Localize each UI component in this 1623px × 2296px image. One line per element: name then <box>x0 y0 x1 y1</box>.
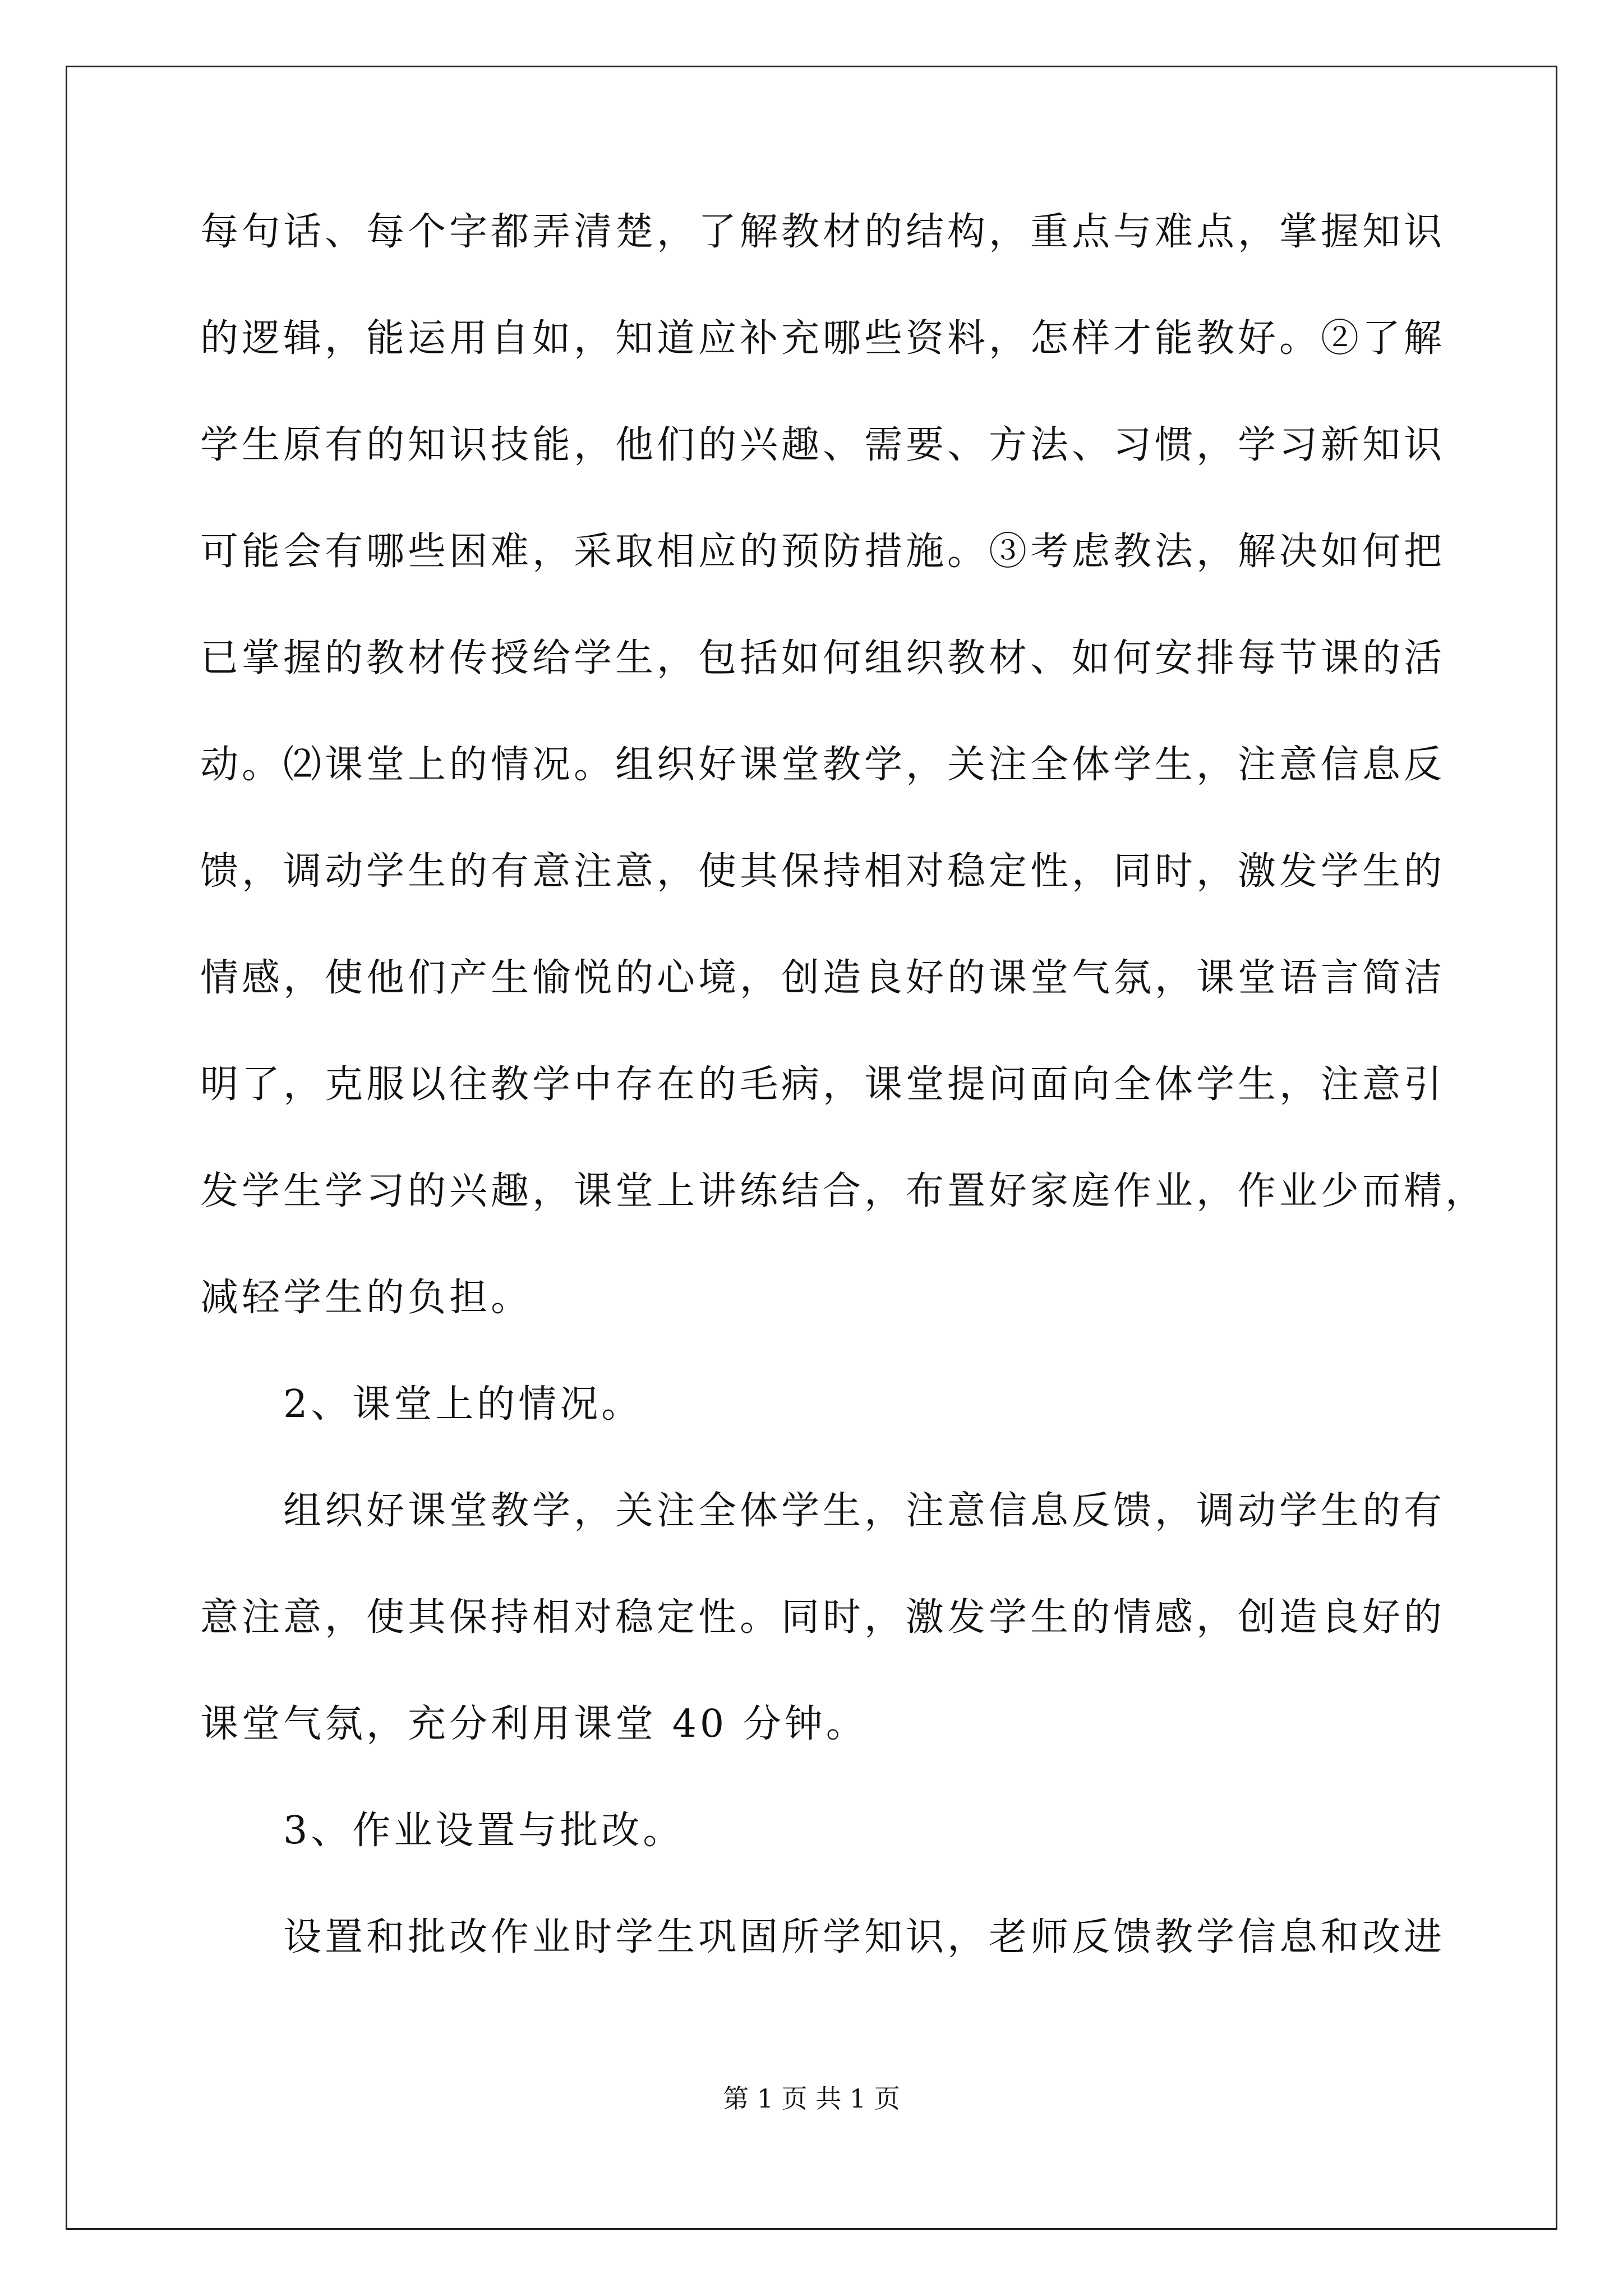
text-line: 设置和批改作业时学生巩固所学知识，老师反馈教学信息和改进 <box>283 1915 1446 1959</box>
section-heading: 2、课堂上的情况。 <box>283 1382 643 1427</box>
document-body <box>200 210 1487 2025</box>
text-line: 发学生学习的兴趣，课堂上讲练结合，布置好家庭作业，作业少而精， <box>200 1169 1487 1213</box>
text-line: 减轻学生的负担。 <box>200 1276 533 1320</box>
text-line: 已掌握的教材传授给学生，包括如何组织教材、如何安排每节课的活 <box>200 636 1446 680</box>
text-line: 学生原有的知识技能，他们的兴趣、需要、方法、习惯，学习新知识 <box>200 423 1446 467</box>
text-line: 组织好课堂教学，关注全体学生，注意信息反馈，调动学生的有 <box>283 1489 1446 1533</box>
section-heading: 3、作业设置与批改。 <box>283 1809 685 1853</box>
text-line: 可能会有哪些困难，采取相应的预防措施。③考虑教法，解决如何把 <box>200 530 1446 574</box>
text-line: 馈，调动学生的有意注意，使其保持相对稳定性，同时，激发学生的 <box>200 849 1446 894</box>
text-line: 每句话、每个字都弄清楚，了解教材的结构，重点与难点，掌握知识 <box>200 210 1446 254</box>
text-line: 情感，使他们产生愉悦的心境，创造良好的课堂气氛，课堂语言简洁 <box>200 956 1446 1000</box>
text-line: 的逻辑，能运用自如，知道应补充哪些资料，怎样才能教好。②了解 <box>200 316 1446 361</box>
page-number-footer: 第 1 页 共 1 页 <box>723 2083 900 2114</box>
text-line: 明了，克服以往教学中存在的毛病，课堂提问面向全体学生，注意引 <box>200 1062 1446 1107</box>
text-line: 动。⑵课堂上的情况。组织好课堂教学，关注全体学生，注意信息反 <box>200 743 1446 787</box>
text-line: 意注意，使其保持相对稳定性。同时，激发学生的情感，创造良好的 <box>200 1595 1446 1640</box>
text-line: 课堂气氛，充分利用课堂 40 分钟。 <box>200 1702 868 1746</box>
